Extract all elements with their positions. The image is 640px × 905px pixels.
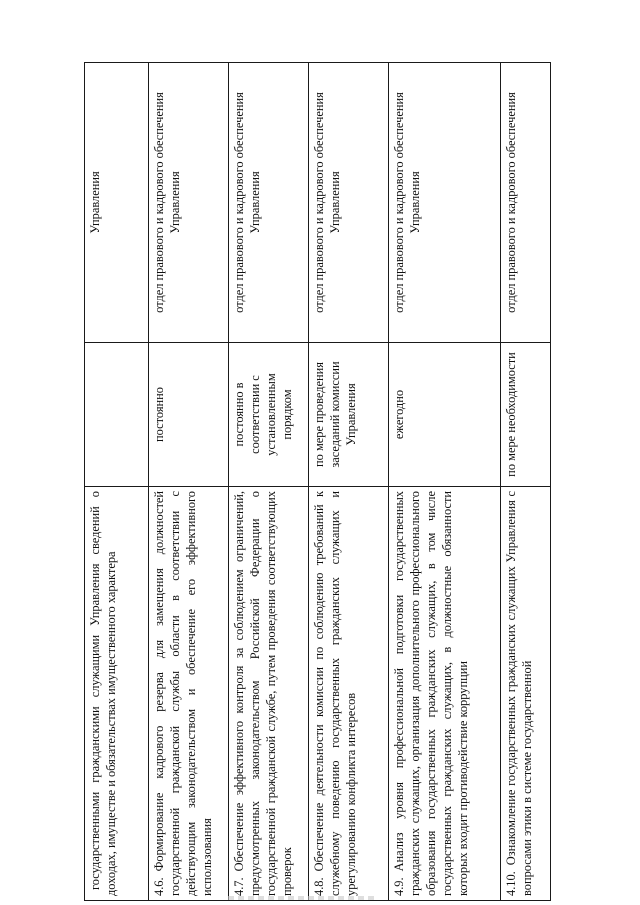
term-cell: по мере проведения заседаний комиссии Управления (309, 343, 389, 487)
measure-text: Обеспечение эффективного контроля за соблюдением ограничений, предусмотренных законодательством Российской Федерации о государственной гражданской службе, путем проведения соответствующих проверок (232, 491, 294, 896)
measure-cell (389, 487, 501, 901)
row-number: 4.9. (392, 877, 406, 896)
measure-text: Формирование кадрового резерва для замещения должностей государственной гражданской службы области в соответствии с действующим законодательством и обеспечение его эффективного использования (152, 491, 214, 896)
term-cell: постоянно (149, 343, 229, 487)
measure-cell (501, 487, 551, 901)
responsible-cell: отдел правового и кадрового обеспечения Управления (149, 63, 229, 343)
row-number: 4.8. (312, 877, 326, 896)
term-cell: по мере необходимости (501, 343, 551, 487)
table-row (309, 63, 389, 901)
table-row (85, 63, 149, 901)
row-number: 4.7. (232, 877, 246, 896)
responsible-cell: отдел правового и кадрового обеспечения Управления (389, 63, 501, 343)
measure-cell (85, 487, 149, 901)
responsible-cell: отдел правового и кадрового обеспечения (501, 63, 551, 343)
measures-table (84, 62, 551, 901)
table-row (389, 63, 501, 901)
term-cell (85, 343, 149, 487)
measure-cell (309, 487, 389, 901)
term-cell: ежегодно (389, 343, 501, 487)
measure-cell (149, 487, 229, 901)
responsible-cell: Управления (85, 63, 149, 343)
measure-text: Ознакомление государственных гражданских служащих Управления с вопросами этики в системе государственной (504, 491, 534, 896)
measure-cell (229, 487, 309, 901)
row-number: 4.10. (504, 871, 518, 896)
measure-text: государственными гражданскими служащими Управления сведений о доходах, имуществе и обязательствах имущественного характера (88, 491, 118, 896)
rotated-table-wrapper (84, 63, 550, 901)
measure-text: Обеспечение деятельности комиссии по соблюдению требований к служебному поведению государственных гражданских служащих и урегулированию конфликта интересов (312, 491, 358, 896)
table-row (501, 63, 551, 901)
responsible-cell: отдел правового и кадрового обеспечения Управления (229, 63, 309, 343)
row-number: 4.6. (152, 877, 166, 896)
table-row (149, 63, 229, 901)
term-cell: постоянно в соответствии с установленным порядком (229, 343, 309, 487)
measure-text: Анализ уровня профессиональной подготовки государственных гражданских служащих, организация дополнительного профессионального образования государственных гражданских служащих, в том числе государственных гражданских служащих, в должностные обязанности которых входит противодействие коррупции (392, 491, 470, 896)
responsible-cell: отдел правового и кадрового обеспечения Управления (309, 63, 389, 343)
table-row (229, 63, 309, 901)
scan-artifact (228, 896, 378, 900)
